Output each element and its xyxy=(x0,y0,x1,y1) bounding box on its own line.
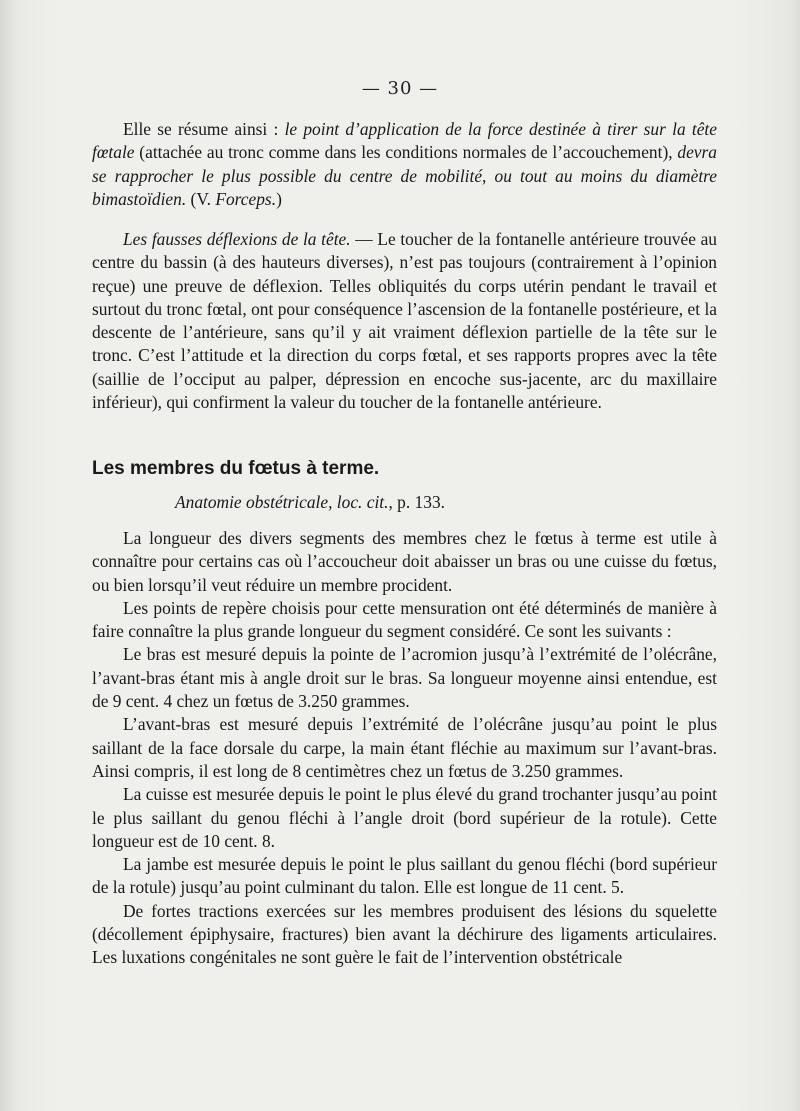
body-paragraph-thigh: La cuisse est mesurée depuis le point le plus élevé du grand trochanter jusqu’au point le plus saillant du genou fléchi à l’angle droit (bord supérieur de la rotule). Cette longueur est de 10 cent. 8. xyxy=(92,784,718,851)
section-reference xyxy=(175,492,445,513)
body-paragraph-length: La longueur des divers segments des membres chez le fœtus à terme est utile à connaître pour certains cas où l’accoucheur doit abaisser un bras ou une cuisse du fœtus, ou bien lorsqu’il veut réduire un membre procident. xyxy=(92,528,717,595)
summary-tail-b: ) xyxy=(276,188,282,209)
summary-italic: le point d’application de la force destinée à tirer sur la tête fœtale xyxy=(92,119,717,163)
false-deflexions-text: — Le toucher de la fontanelle antérieure trouvée au centre du bassin (à des hauteurs diverses), n’est pas toujours (contrairement à l’opinion reçue) une preuve de déflexion. Telles obliquités du corps utérin pendant le travail et surtout du tronc fœtal, ont pour conséquence l’ascension de la fontanelle postérieure, et la descente de l’antérieure, sans qu’il y ait vraiment déflexion partielle de la tête sur le tronc. C’est l’attitude et la direction du corps fœtal, et ses rapports propres avec la tête (saillie de l’occiput au palper, dépression en encoche sus-jacente, arc du maxillaire inférieur), qui confirment la valeur du toucher de la fontanelle antérieure. xyxy=(92,229,717,413)
summary-mid: (attachée au tronc comme dans les conditions normales de l’accouchement), xyxy=(134,142,678,163)
summary-tail-a: (V. xyxy=(186,188,216,209)
reference-title: Anatomie obstétricale, loc. cit. xyxy=(175,492,389,512)
reference-page: , p. 133. xyxy=(388,492,445,512)
summary-italic-2: devra se rapprocher le plus possible du centre de mobilité, ou tout au moins du diamètre bimastoïdien. xyxy=(92,142,717,209)
false-deflexions-title: Les fausses déflexions de la tête. xyxy=(123,229,351,249)
paragraph-false-deflexions xyxy=(92,228,717,414)
section-body xyxy=(92,527,717,970)
body-paragraph-forearm: L’avant-bras est mesuré depuis l’extrémité de l’olécrâne jusqu’au point le plus saillant de la face dorsale du carpe, la main étant fléchie au maximum sur l’avant-bras. Ainsi compris, il est long de 8 centimètres chez un fœtus de 3.250 grammes. xyxy=(92,714,717,781)
body-paragraph-landmarks: Les points de repère choisis pour cette mensuration ont été déterminés de manière à faire connaître la plus grande longueur du segment considéré. Ce sont les suivants : xyxy=(92,597,717,642)
paragraph-summary xyxy=(92,118,717,211)
page-number: — 30 — xyxy=(361,78,439,99)
summary-tail-italic: Forceps. xyxy=(215,188,277,209)
summary-lead: Elle se résume ainsi : xyxy=(123,119,285,139)
body-paragraph-leg: La jambe est mesurée depuis le point le plus saillant du genou fléchi (bord supérieur de la rotule) jusqu’au point culminant du talon. Elle est longue de 11 cent. 5. xyxy=(92,854,717,898)
body-paragraph-tractions: De fortes tractions exercées sur les membres produisent des lésions du squelette (décollement épiphysaire, fractures) bien avant la déchirure des ligaments articulaires. Les luxations congénitales ne sont guère le fait de l’intervention obstétricale xyxy=(92,900,717,968)
body-paragraph-arm: Le bras est mesuré depuis la pointe de l’acromion jusqu’à l’extrémité de l’olécrâne, l’avant-bras étant mis à angle droit sur le bras. Sa longueur moyenne ainsi entendue, est de 9 cent. 4 chez un fœtus de 3.250 grammes. xyxy=(92,644,717,712)
section-heading: Les membres du fœtus à terme. xyxy=(92,458,380,479)
